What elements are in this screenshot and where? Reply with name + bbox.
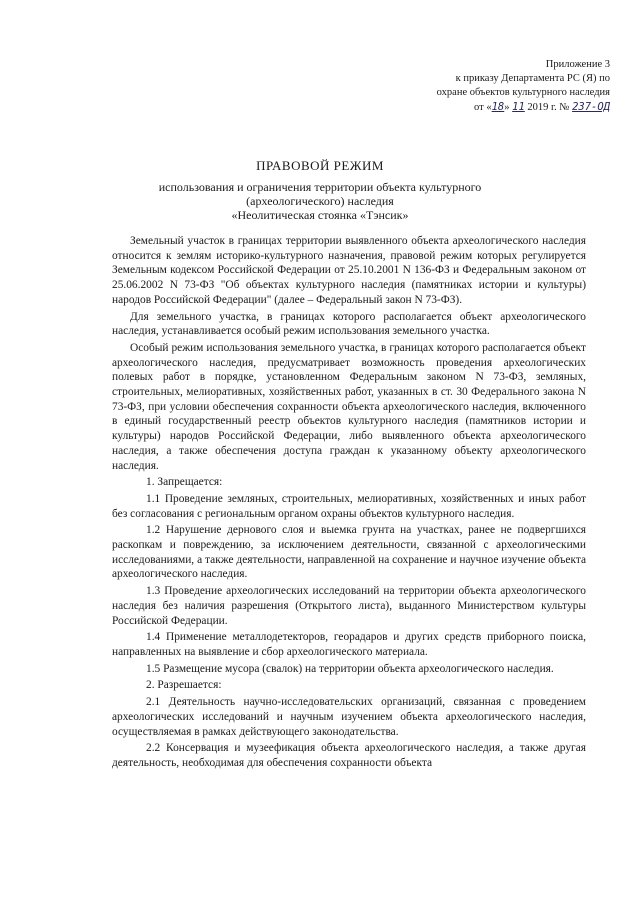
annex-header xyxy=(380,58,610,115)
subtitle-line-1: использования и ограничения территории объекта культурного xyxy=(158,180,482,194)
paragraph-regime-details: Особый режим использования земельного участка, в границах которого располагается объект археологического наследия, предусматривает возможность проведения археологических полевых работ в порядке, установленном Федеральным законом N 73-ФЗ, земляных, строительных, мелиоративных, хозяйственных работ, указанных в ст. 30 Федерального закона N 73-ФЗ, при условии обеспечения сохранности объекта археологического наследия, включенного в единый государственный реестр объектов культурного наследия (памятников истории и культуры) народов Российской Федерации, либо выявленного объекта археологического наследия, а также обеспечения доступа граждан к указанному объекту археологического наследия. xyxy=(112,341,586,472)
annex-line-1: Приложение 3 xyxy=(545,59,610,70)
item-1-4: 1.4 Применение металлодетекторов, георадаров и других средств приборного поиска, направленных на выявление и сбор археологического материала. xyxy=(112,631,586,658)
item-1-1: 1.1 Проведение земляных, строительных, мелиоративных, хозяйственных и иных работ без согласования с региональным органом охраны объектов культурного наследия. xyxy=(112,492,586,520)
subtitle-line-2: (археологического) наследия xyxy=(246,194,394,208)
document-body xyxy=(112,234,586,773)
item-1-3: 1.3 Проведение археологических исследований на территории объекта археологического наследия без наличия разрешения (Открытого листа), выданного Министерством культуры Российской Федерации. xyxy=(112,585,586,627)
annex-date-prefix: от « xyxy=(474,102,492,113)
annex-month: 11 xyxy=(512,101,525,113)
subtitle-line-3: «Неолитическая стоянка «Тэнсик» xyxy=(231,208,409,222)
paragraph-intro: Земельный участок в границах территории выявленного объекта археологического наследия относится к землям историко-культурного назначения, правовой режим которых регулируется Земельным кодексом Российской Федерации от 25.10.2001 N 136-ФЗ и Федеральным законом от 25.06.2002 N 73-ФЗ "Об объектах культурного наследия (памятниках истории и культуры) народов Российской Федерации" (далее – Федеральный закон N 73-ФЗ). xyxy=(112,235,586,306)
annex-number: 237-ОД xyxy=(572,101,610,113)
title-block xyxy=(0,158,640,222)
section-allowed-heading: 2. Разрешается: xyxy=(146,679,222,692)
annex-year: 2019 г. № xyxy=(527,102,570,113)
annex-day: 18 xyxy=(491,101,505,113)
item-1-5: 1.5 Размещение мусора (свалок) на территории объекта археологического наследия. xyxy=(146,662,554,675)
annex-line-2: к приказу Департамента РС (Я) по xyxy=(455,73,610,84)
item-2-1: 2.1 Деятельность научно-исследовательских организаций, связанная с проведением археологических исследований и научным изучением объекта археологического наследия, осуществляемая в рамках действующего законодательства. xyxy=(112,696,586,738)
item-2-2: 2.2 Консервация и музеефикация объекта археологического наследия, а также другая деятельность, необходимая для обеспечения сохранности объекта xyxy=(112,742,586,769)
annex-line-4 xyxy=(380,100,610,115)
section-prohibited-heading: 1. Запрещается: xyxy=(146,476,223,489)
item-1-2: 1.2 Нарушение дернового слоя и выемка грунта на участках, ранее не подвергшихся раскопкам и повреждению, за исключением деятельности, связанной с археологическими исследованиями, а также деятельности, направленной на сохранение и научное изучение объекта археологического наследия. xyxy=(112,524,586,581)
annex-line-3: охране объектов культурного наследия xyxy=(436,87,610,98)
paragraph-special-regime: Для земельного участка, в границах которого располагается объект археологического наследия, устанавливается особый режим использования земельного участка. xyxy=(112,310,586,338)
document-title: ПРАВОВОЙ РЕЖИМ xyxy=(256,158,384,173)
annex-date-mid: » xyxy=(504,102,510,113)
